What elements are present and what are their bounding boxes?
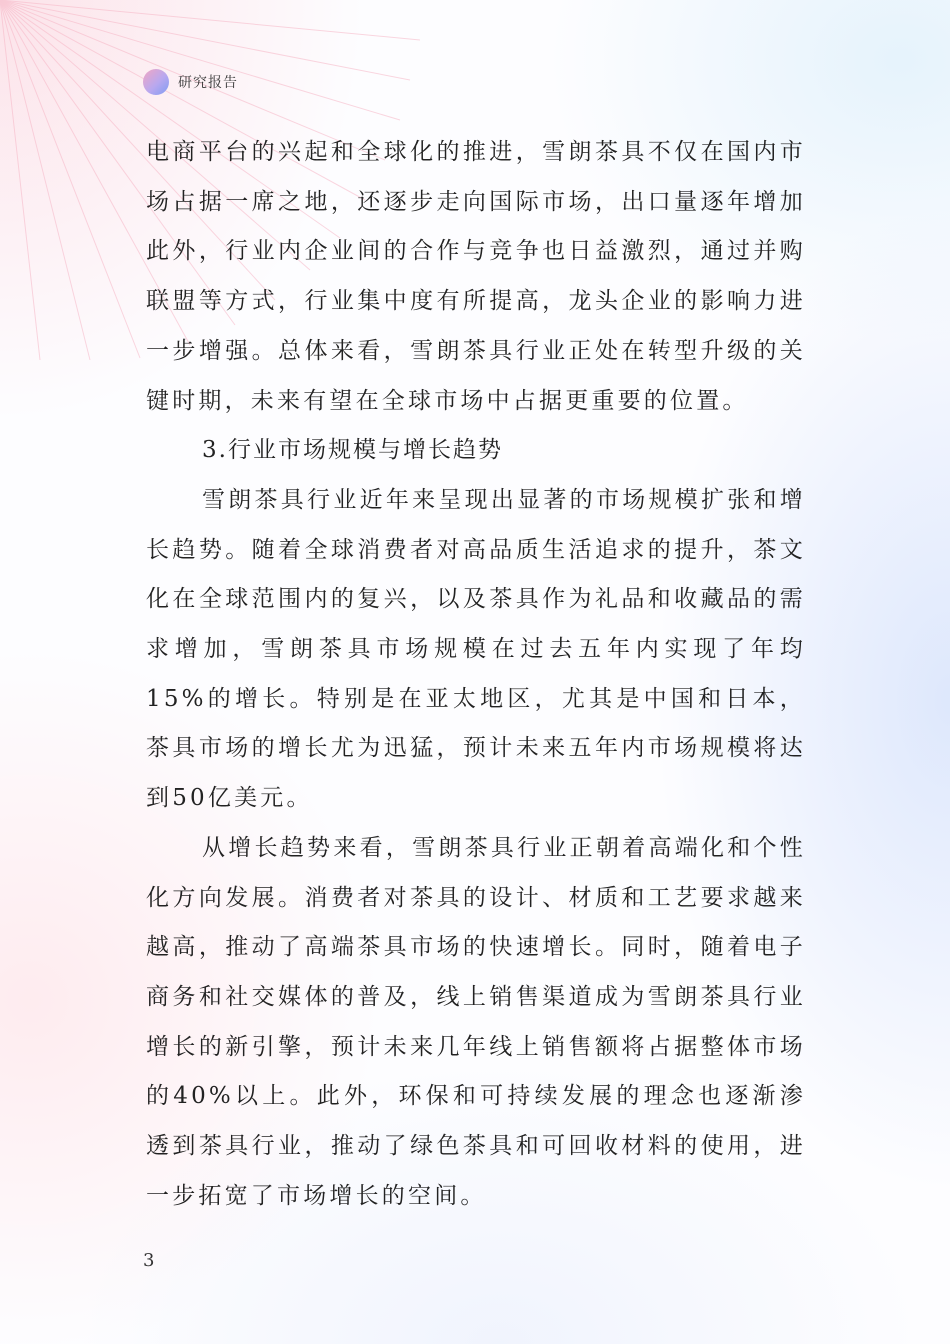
body-paragraph: 从增长趋势来看，雪朗茶具行业正朝着高端化和个性化方向发展。消费者对茶具的设计、材质和工艺要求越来越高，推动了高端茶具市场的快速增长。同时，随着电子商务和社交媒体的普及，线上销售渠道成为雪朗茶具行业增长的新引擎，预计未来几年线上销售额将占据整体市场的40%以上。此外，环保和可持续发展的理念也逐渐渗透到茶具行业，推动了绿色茶具和可回收材料的使用，进一步拓宽了市场增长的空间。 [146,834,806,1209]
page-number: 3 [143,1250,155,1271]
body-paragraph: 电商平台的兴起和全球化的推进，雪朗茶具不仅在国内市场占据一席之地，还逐步走向国际市场，出口量逐年增加此外，行业内企业间的合作与竞争也日益激烈，通过并购联盟等方式，行业集中度有所提高，龙头企业的影响力进一步增强。总体来看，雪朗茶具行业正处在转型升级的关键时期，未来有望在全球市场中占据更重要的位置。 [146,139,806,414]
logo-circle-icon [143,69,169,95]
section-heading: 3.行业市场规模与增长趋势 [202,437,503,464]
document-body [146,128,806,1221]
header-label: 研究报告 [178,75,238,91]
report-header [143,68,238,96]
body-paragraph: 雪朗茶具行业近年来呈现出显著的市场规模扩张和增长趋势。随着全球消费者对高品质生活追求的提升，茶文化在全球范围内的复兴，以及茶具作为礼品和收藏品的需求增加，雪朗茶具市场规模在过去五年内实现了年均15%的增长。特别是在亚太地区，尤其是中国和日本，茶具市场的增长尤为迅猛，预计未来五年内市场规模将达到50亿美元。 [146,486,806,812]
